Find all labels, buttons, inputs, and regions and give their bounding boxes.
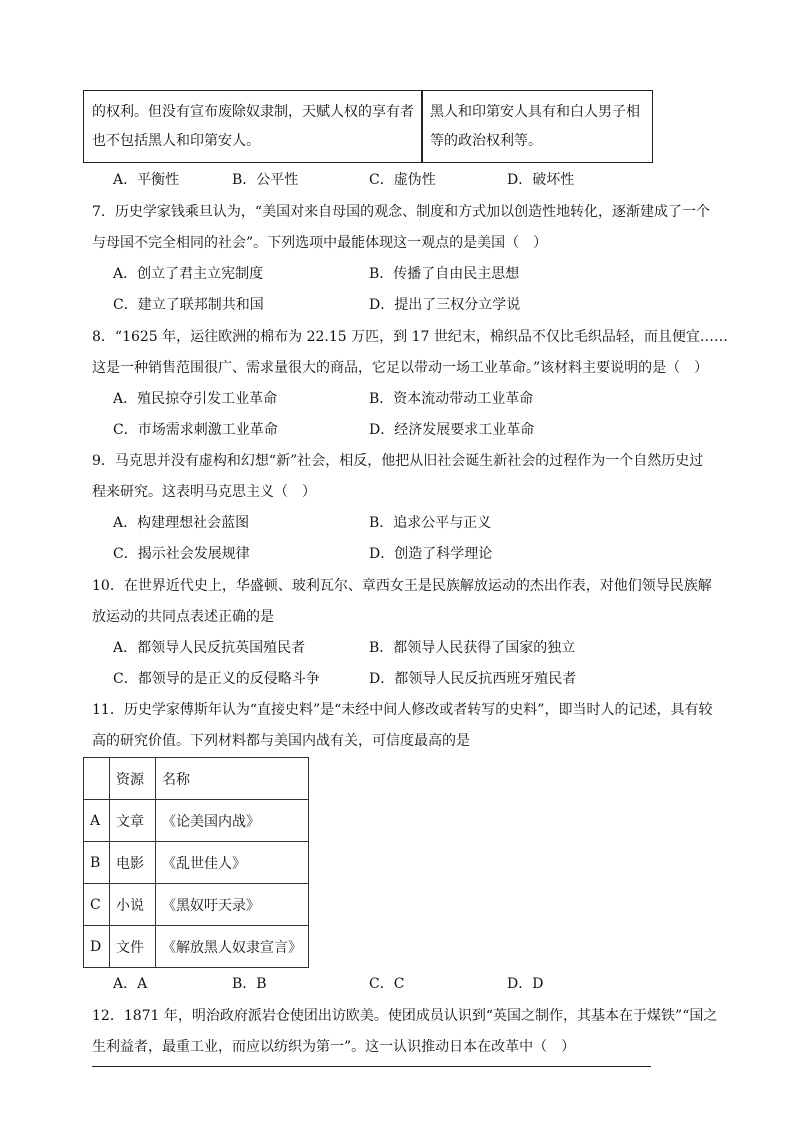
q7-stem-line-2: 与母国不完全相同的社会”。下列选项中最能体现这一观点的是美国（ ） xyxy=(92,235,548,251)
q7-option-b[interactable]: B．传播了自由民主思想 xyxy=(369,266,520,282)
table-cell-left-line-2: 也不包括黑人和印第安人。 xyxy=(92,133,260,149)
q9-option-c[interactable]: C．揭示社会发展规律 xyxy=(113,546,250,562)
q11-option-c[interactable]: C．C xyxy=(369,976,405,992)
table-cell: B xyxy=(84,842,110,884)
q9-option-a[interactable]: A．构建理想社会蓝图 xyxy=(113,515,250,531)
q6-option-c[interactable]: C．虚伪性 xyxy=(369,172,436,188)
q11-option-d[interactable]: D．D xyxy=(507,976,544,992)
q7-option-d[interactable]: D．提出了三权分立学说 xyxy=(369,297,521,313)
q10-option-a[interactable]: A．都领导人民反抗英国殖民者 xyxy=(113,640,306,656)
q8-stem-line-2: 这是一种销售范围很广、需求量很大的商品，它足以带动一场工业革命。”该材料主要说明的是（ ） xyxy=(92,360,709,376)
q7-stem-line-1: 7．历史学家钱乘旦认为，“美国对来自母国的观念、制度和方式加以创造性地转化，逐渐建成了一个 xyxy=(92,204,711,220)
table-cell-right-line-2: 等的政治权利等。 xyxy=(430,133,542,149)
q11-option-b[interactable]: B．B xyxy=(232,976,267,992)
table-row xyxy=(84,884,309,926)
source-table-header-cell: 资源 xyxy=(110,758,156,800)
source-table xyxy=(83,757,309,968)
q7-option-a[interactable]: A．创立了君主立宪制度 xyxy=(113,266,264,282)
q6-option-b[interactable]: B．公平性 xyxy=(232,172,299,188)
table-cell: 《乱世佳人》 xyxy=(156,842,309,884)
table-cell: D xyxy=(84,926,110,968)
table-cell: 小说 xyxy=(110,884,156,926)
q6-option-d[interactable]: D．破坏性 xyxy=(507,172,575,188)
q11-option-a[interactable]: A．A xyxy=(113,976,148,992)
bottom-divider xyxy=(92,1066,651,1067)
q9-option-b[interactable]: B．追求公平与正义 xyxy=(369,515,492,531)
table-row xyxy=(84,800,309,842)
q9-option-d[interactable]: D．创造了科学理论 xyxy=(369,546,493,562)
q7-option-c[interactable]: C．建立了联邦制共和国 xyxy=(113,297,264,313)
q12-stem-line-1: 12．1871 年，明治政府派岩仓使团出访欧美。使团成员认识到“英国之制作，其基本在于煤铁”“国之 xyxy=(92,1008,718,1024)
q11-stem-line-2: 高的研究价值。下列材料都与美国内战有关，可信度最高的是 xyxy=(92,733,470,749)
q12-stem-line-2: 生利益者，最重工业，而应以纺织为第一”。这一认识推动日本在改革中（ ） xyxy=(92,1039,576,1055)
q8-option-b[interactable]: B．资本流动带动工业革命 xyxy=(369,391,534,407)
q6-option-a[interactable]: A．平衡性 xyxy=(113,172,180,188)
q8-stem-line-1: 8．“1625 年，运往欧洲的棉布为 22.15 万匹，到 17 世纪末，棉织品不仅比毛织品轻，而且便宜…… xyxy=(92,329,728,345)
table-cell-left-line-1: 的权利。但没有宣布废除奴隶制，天赋人权的享有者 xyxy=(92,104,414,120)
table-row xyxy=(84,926,309,968)
table-cell: 《论美国内战》 xyxy=(156,800,309,842)
source-table-header-cell: 名称 xyxy=(156,758,309,800)
table-cell: 电影 xyxy=(110,842,156,884)
q10-stem-line-1: 10．在世界近代史上，华盛顿、玻利瓦尔、章西女王是民族解放运动的杰出作表，对他们领导民族解 xyxy=(92,578,712,594)
q8-option-c[interactable]: C．市场需求刺激工业革命 xyxy=(113,422,278,438)
q10-option-c[interactable]: C．都领导的是正义的反侵略斗争 xyxy=(113,671,320,687)
q8-option-a[interactable]: A．殖民掠夺引发工业革命 xyxy=(113,391,278,407)
q10-option-d[interactable]: D．都领导人民反抗西班牙殖民者 xyxy=(369,671,577,687)
table-cell: 《黑奴吁天录》 xyxy=(156,884,309,926)
source-table-header-cell xyxy=(84,758,110,800)
table-cell: 文章 xyxy=(110,800,156,842)
source-table-header-row xyxy=(84,758,309,800)
q8-option-d[interactable]: D．经济发展要求工业革命 xyxy=(369,422,535,438)
table-cell: 《解放黑人奴隶宣言》 xyxy=(156,926,309,968)
q10-option-b[interactable]: B．都领导人民获得了国家的独立 xyxy=(369,640,576,656)
table-cell-right-line-1: 黑人和印第安人具有和白人男子相 xyxy=(430,104,640,120)
q11-stem-line-1: 11．历史学家傅斯年认为“直接史料”是“未经中间人修改或者转写的史料”，即当时人的记述，具有较 xyxy=(92,702,713,718)
table-cell: 文件 xyxy=(110,926,156,968)
q10-stem-line-2: 放运动的共同点表述正确的是 xyxy=(92,609,274,625)
table-divider xyxy=(421,91,423,162)
q9-stem-line-1: 9．马克思并没有虚构和幻想“新”社会，相反，他把从旧社会诞生新社会的过程作为一个自然历史过 xyxy=(92,453,704,469)
table-row xyxy=(84,842,309,884)
table-cell: C xyxy=(84,884,110,926)
table-cell: A xyxy=(84,800,110,842)
q9-stem-line-2: 程来研究。这表明马克思主义（ ） xyxy=(92,484,316,500)
comparison-table xyxy=(83,90,653,163)
